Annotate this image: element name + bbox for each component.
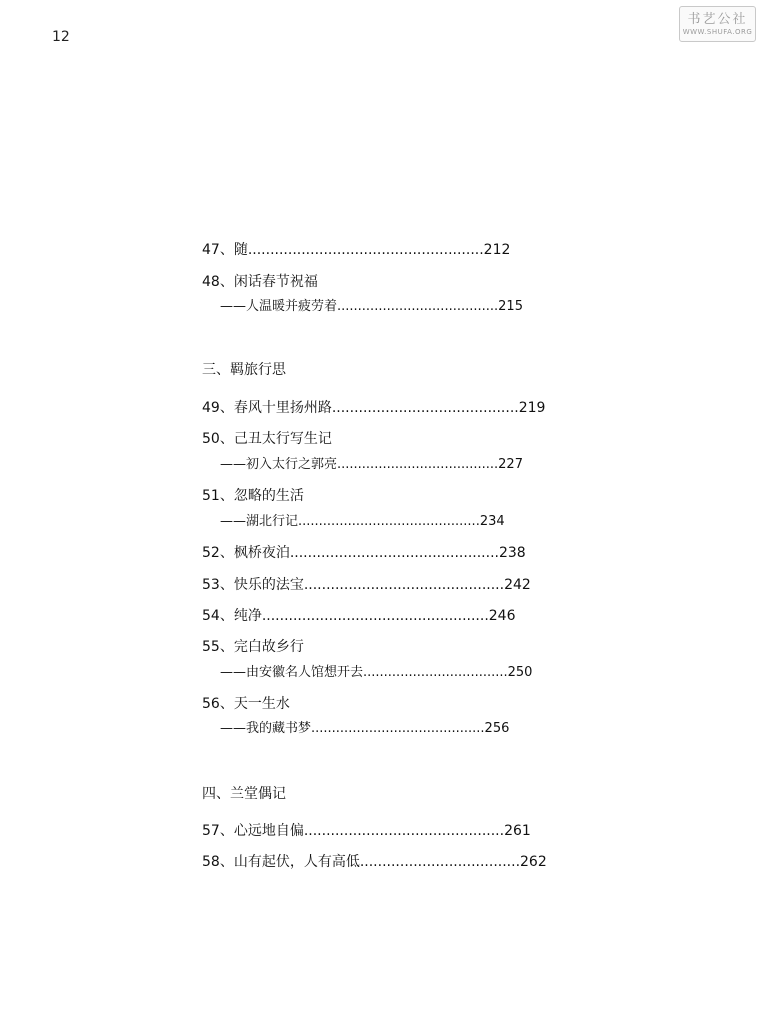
toc-entry-54: 54、纯净...................................................246 [202,608,516,624]
toc-subtitle-56: ——我的藏书梦..........................................256 [220,721,510,736]
toc-section-3: 三、羁旅行思 [202,362,286,378]
watermark-title: 书艺公社 [687,11,748,27]
toc-subtitle-50: ——初入太行之郭亮.......................................227 [220,457,523,472]
toc-entry-53: 53、快乐的法宝.............................................242 [202,577,531,593]
toc-entry-48: 48、闲话春节祝福 [202,274,318,290]
watermark-logo [679,6,756,42]
toc-section-4: 四、兰堂偶记 [202,786,286,802]
toc-entry-57: 57、心远地自偏.............................................261 [202,823,531,839]
watermark-url: WWW.SHUFA.ORG [682,27,753,36]
toc-subtitle-51: ——湖北行记............................................234 [220,514,505,529]
toc-entry-56: 56、天一生水 [202,696,290,712]
toc-subtitle-55: ——由安徽名人馆想开去...................................250 [220,665,533,680]
toc-entry-49: 49、春风十里扬州路..........................................219 [202,400,546,416]
toc-subtitle-48: ——人温暖并疲劳着.......................................215 [220,299,523,314]
toc-entry-50: 50、己丑太行写生记 [202,431,332,447]
page-number: 12 [52,29,70,45]
toc-entry-58: 58、山有起伏，人有高低....................................262 [202,854,547,870]
toc-entry-55: 55、完白故乡行 [202,639,304,655]
toc-entry-47: 47、随.....................................................212 [202,242,511,258]
toc-entry-52: 52、枫桥夜泊...............................................238 [202,545,526,561]
toc-entry-51: 51、忽略的生活 [202,488,304,504]
